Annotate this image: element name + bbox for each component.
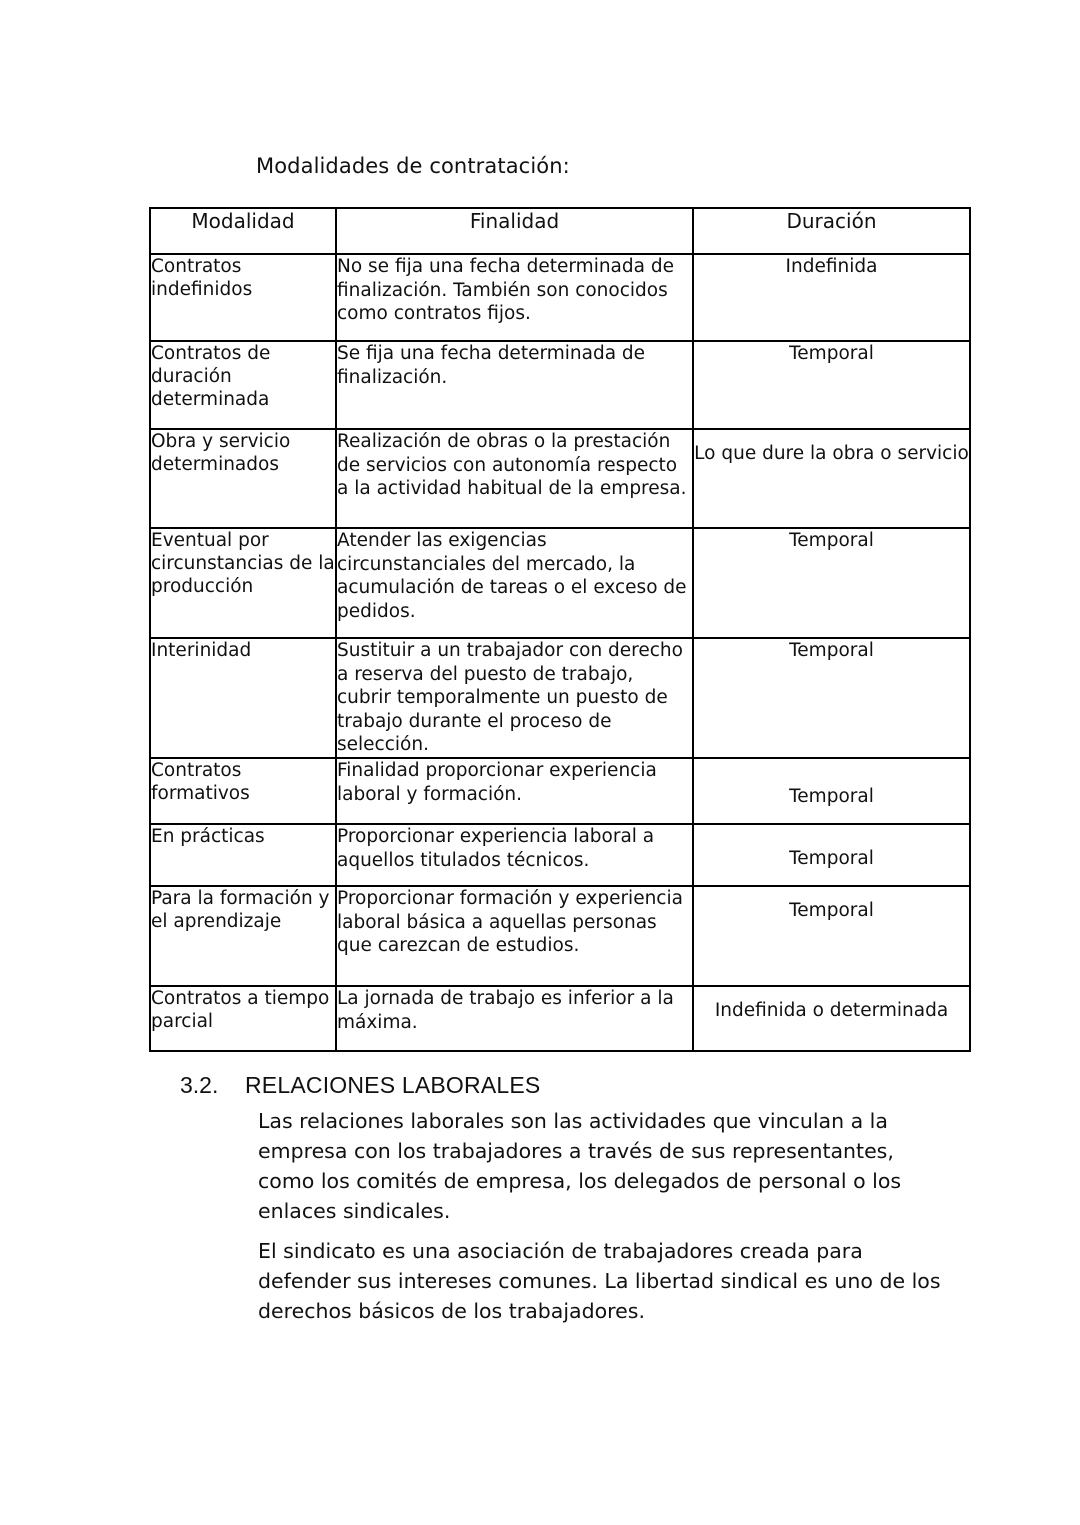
table-row — [150, 429, 970, 528]
intro-line: Modalidades de contratación: — [256, 154, 570, 178]
table-row — [150, 758, 970, 824]
cell-duracion: Temporal — [693, 341, 970, 429]
cell-finalidad: Proporcionar experiencia laboral a aquellos titulados técnicos. — [336, 824, 693, 886]
cell-duracion: Lo que dure la obra o servicio — [693, 429, 970, 528]
column-header-modalidad: Modalidad — [150, 208, 336, 254]
cell-modalidad: Para la formación y el aprendizaje — [150, 886, 336, 986]
column-header-duracion: Duración — [693, 208, 970, 254]
contracts-table-wrapper — [149, 207, 969, 1052]
cell-modalidad: Eventual por circunstancias de la producción — [150, 528, 336, 638]
cell-finalidad: Proporcionar formación y experiencia laboral básica a aquellas personas que carezcan de estudios. — [336, 886, 693, 986]
cell-duracion: Indefinida — [693, 254, 970, 341]
cell-duracion: Temporal — [693, 824, 970, 886]
cell-modalidad: Contratos formativos — [150, 758, 336, 824]
cell-finalidad: Sustituir a un trabajador con derecho a reserva del puesto de trabajo, cubrir temporalmente un puesto de trabajo durante el proceso de selección. — [336, 638, 693, 758]
table-row — [150, 528, 970, 638]
section-paragraph-2: El sindicato es una asociación de trabajadores creada para defender sus intereses comunes. La libertad sindical es uno de los derechos básicos de los trabajadores. — [258, 1239, 941, 1323]
cell-modalidad: Contratos a tiempo parcial — [150, 986, 336, 1051]
cell-modalidad: Obra y servicio determinados — [150, 429, 336, 528]
table-row — [150, 824, 970, 886]
cell-duracion: Temporal — [693, 758, 970, 824]
cell-duracion: Temporal — [693, 528, 970, 638]
cell-duracion: Indefinida o determinada — [693, 986, 970, 1051]
table-row — [150, 986, 970, 1051]
table-row — [150, 341, 970, 429]
table-row — [150, 886, 970, 986]
section-number: 3.2. — [180, 1072, 219, 1098]
cell-finalidad: Atender las exigencias circunstanciales del mercado, la acumulación de tareas o el exceso de pedidos. — [336, 528, 693, 638]
table-header-row — [150, 208, 970, 254]
contracts-table — [149, 207, 971, 1052]
section-title: RELACIONES LABORALES — [245, 1072, 541, 1098]
column-header-finalidad: Finalidad — [336, 208, 693, 254]
cell-finalidad: Realización de obras o la prestación de servicios con autonomía respecto a la actividad habitual de la empresa. — [336, 429, 693, 528]
cell-finalidad: Finalidad proporcionar experiencia laboral y formación. — [336, 758, 693, 824]
section-heading — [0, 1070, 1080, 1104]
cell-modalidad: Contratos de duración determinada — [150, 341, 336, 429]
cell-finalidad: No se fija una fecha determinada de finalización. También son conocidos como contratos fijos. — [336, 254, 693, 341]
cell-modalidad: En prácticas — [150, 824, 336, 886]
cell-finalidad: Se fija una fecha determinada de finalización. — [336, 341, 693, 429]
table-row — [150, 254, 970, 341]
cell-modalidad: Interinidad — [150, 638, 336, 758]
cell-modalidad: Contratos indefinidos — [150, 254, 336, 341]
cell-duracion: Temporal — [693, 886, 970, 986]
cell-finalidad: La jornada de trabajo es inferior a la máxima. — [336, 986, 693, 1051]
table-row — [150, 638, 970, 758]
section-paragraph-1: Las relaciones laborales son las actividades que vinculan a la empresa con los trabajadores a través de sus representantes, como los comités de empresa, los delegados de personal o los enlaces sindicales. — [258, 1109, 902, 1223]
section-relaciones-laborales — [0, 1070, 1080, 1323]
cell-duracion: Temporal — [693, 638, 970, 758]
